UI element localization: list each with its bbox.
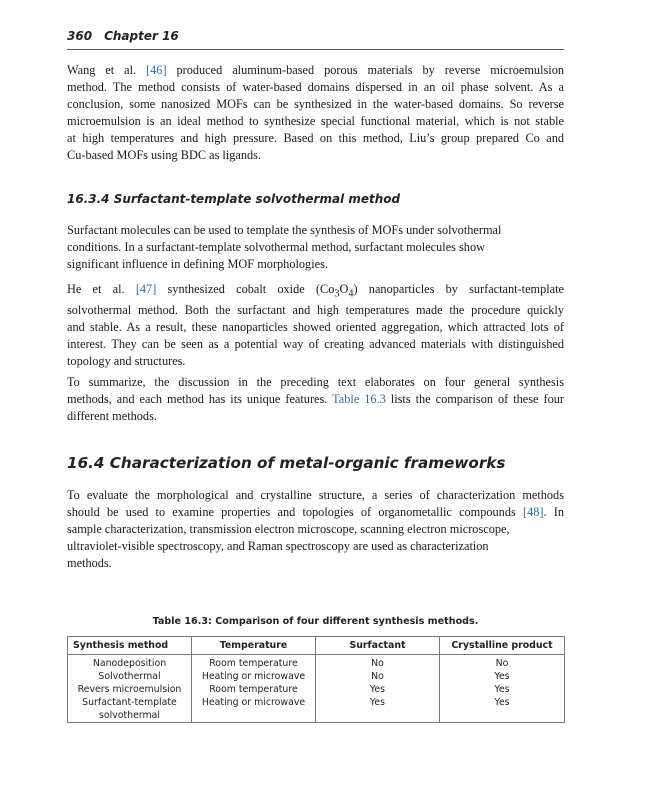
column-header: Surfactant [316, 637, 440, 655]
section-heading-16-4: 16.4 Characterization of metal-organic frameworks [67, 454, 506, 472]
citation-link[interactable]: [48] [522, 505, 544, 519]
table-cell: Room temperature [192, 655, 316, 671]
chapter-label: Chapter 16 [104, 29, 179, 43]
text-line: solvothermal method. Both the surfactant and high temperatures made the procedure quickly [67, 303, 564, 318]
text-line: sample characterization, transmission electron microscope, scanning electron microscope, [67, 522, 510, 536]
table-cell: No [316, 655, 440, 671]
paragraph-characterization [67, 487, 564, 572]
table-cell: Solvothermal [68, 670, 192, 683]
text-line: method. The method consists of water-based domains dispersed in an oil phase solvent. As a [67, 80, 564, 94]
table-cell: No [316, 670, 440, 683]
text-line: interest. They can be seen as a potential way of creating advanced materials with distinguished [67, 337, 564, 352]
table-reference-link[interactable]: Table 16.3 [332, 392, 386, 406]
text-line: should be used to examine properties and topologies of organometallic compounds [48]. In [67, 505, 564, 519]
text-line: methods. [67, 556, 112, 570]
text-line: ultraviolet-visible spectroscopy, and Raman spectroscopy are used as characterization [67, 539, 489, 553]
table-cell: Heating or microwave [192, 696, 316, 723]
column-header: Synthesis method [68, 637, 192, 655]
text-line: conditions. In a surfactant-template solvothermal method, surfactant molecules show [67, 240, 485, 254]
table-header-row [68, 637, 565, 655]
text-line: microemulsion is an ideal method to synthesize special functional material, which is not stable [67, 114, 564, 128]
paragraph-cobalt-oxide [67, 281, 564, 370]
table-cell: No [440, 655, 565, 671]
comparison-table [67, 636, 565, 723]
header-rule [67, 49, 564, 50]
text-line: conclusion, some nanosized MOFs can be synthesized in the water-based domains. So reverse [67, 97, 564, 111]
table-row [68, 655, 565, 671]
text-line: Wang et al. [46] produced aluminum-based porous materials by reverse microemulsion [67, 63, 564, 77]
text-line: significant influence in defining MOF morphologies. [67, 257, 328, 271]
table-cell: Nanodeposition [68, 655, 192, 671]
paragraph-surfactant-template [67, 222, 564, 273]
table-cell: Yes [440, 696, 565, 723]
text-line: To evaluate the morphological and crystalline structure, a series of characterization methods [67, 488, 564, 502]
column-header: Temperature [192, 637, 316, 655]
text-line: He et al. [47] synthesized cobalt oxide $(Co_3O_4)$ nanoparticles by surfactant-template [67, 282, 564, 300]
running-head [67, 29, 564, 43]
section-heading-16-3-4: 16.3.4 Surfactant-template solvothermal method [67, 192, 401, 206]
table-row [68, 696, 565, 723]
text-line: at high temperatures and high pressure. Based on this method, Liu’s group prepared Co and [67, 131, 564, 145]
table-row [68, 683, 565, 696]
citation-link[interactable]: [47] [135, 282, 157, 296]
table-cell: Yes [316, 683, 440, 696]
text-line: and stable. As a result, these nanoparticles showed oriented aggregation, which attracted lots of [67, 320, 564, 335]
table-cell: Yes [440, 683, 565, 696]
table-cell: Yes [316, 696, 440, 723]
text-line: methods, and each method has its unique features. Table 16.3 lists the comparison of these four [67, 392, 564, 406]
text-line: To summarize, the discussion in the preceding text elaborates on four general synthesis [67, 375, 564, 389]
page-number: 360 [67, 29, 93, 43]
table-cell: Yes [440, 670, 565, 683]
table-cell: Heating or microwave [192, 670, 316, 683]
text-line: topology and structures. [67, 354, 186, 369]
text-line: Surfactant molecules can be used to template the synthesis of MOFs under solvothermal [67, 223, 502, 237]
table-cell: Revers microemulsion [68, 683, 192, 696]
table-cell: Surfactant-template solvothermal [68, 696, 192, 723]
table-caption: Table 16.3: Comparison of four different synthesis methods. [152, 616, 479, 627]
paragraph-summary [67, 374, 564, 425]
paragraph-reverse-microemulsion [67, 62, 564, 164]
column-header: Crystalline product [440, 637, 565, 655]
text-line: different methods. [67, 409, 157, 423]
table-cell: Room temperature [192, 683, 316, 696]
citation-link[interactable]: [46] [146, 63, 167, 77]
text-line: Cu-based MOFs using BDC as ligands. [67, 148, 262, 162]
table-row [68, 670, 565, 683]
